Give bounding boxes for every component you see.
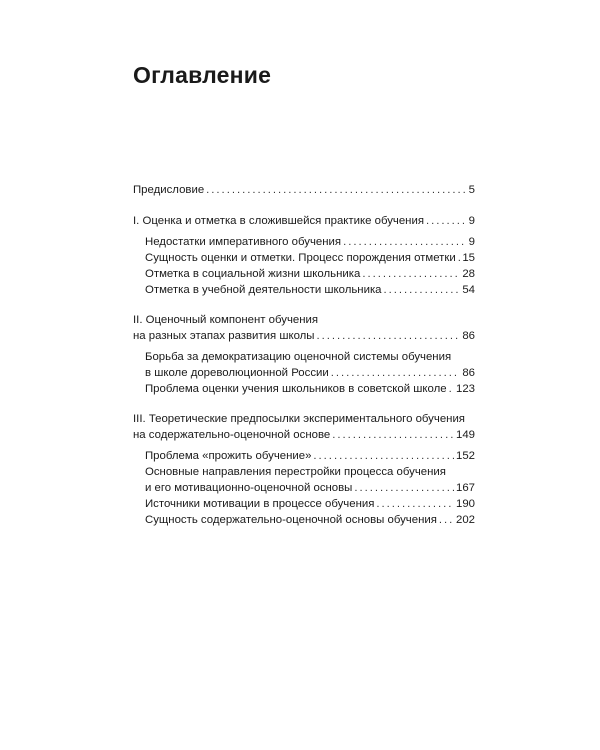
dot-leader [313, 448, 454, 464]
toc-entry[interactable] [133, 213, 475, 229]
dot-leader [317, 328, 461, 344]
dot-leader [449, 381, 454, 397]
toc-entry-title: Предисловие [133, 184, 205, 196]
toc-entry[interactable] [133, 328, 475, 344]
dot-leader [354, 480, 454, 496]
toc-entry-page: 190 [455, 498, 475, 510]
dot-leader [458, 250, 461, 266]
toc-entry[interactable] [133, 182, 475, 198]
toc-chapter-2 [133, 312, 475, 397]
toc-entry-title: на содержательно-оценочной основе [133, 429, 331, 441]
toc-entry-page: 9 [468, 215, 475, 227]
toc-entry-title: и его мотивационно-оценочной основы [145, 482, 353, 494]
toc-chapter-1 [133, 213, 475, 298]
toc-entry-page: 167 [455, 482, 475, 494]
toc-entry-title: I. Оценка и отметка в сложившейся практике обучения [133, 215, 425, 227]
dot-leader [343, 234, 467, 250]
toc-entry-page: 9 [468, 236, 475, 248]
toc-entry-page: 28 [462, 268, 475, 280]
toc-entry-page: 149 [455, 429, 475, 441]
toc-entry[interactable] [133, 381, 475, 397]
dot-leader [439, 512, 454, 528]
toc-entry-page: 202 [455, 514, 475, 526]
table-of-contents [133, 182, 475, 542]
toc-entry[interactable] [133, 234, 475, 250]
dot-leader [332, 427, 454, 443]
toc-entry-title: Проблема «прожить обучение» [145, 450, 312, 462]
toc-entry[interactable] [133, 427, 475, 443]
toc-chapter-3 [133, 411, 475, 528]
toc-entry-title: Отметка в учебной деятельности школьника [145, 284, 382, 296]
toc-entry-page: 86 [462, 367, 475, 379]
toc-entry-page: 86 [462, 330, 475, 342]
toc-entry[interactable] [133, 266, 475, 282]
dot-leader [331, 365, 461, 381]
toc-preface [133, 182, 475, 198]
toc-entry-title: Сущность оценки и отметки. Процесс порождения отметки [145, 252, 456, 264]
dot-leader [376, 496, 454, 512]
toc-entry-page: 15 [462, 252, 475, 264]
toc-entry-page: 152 [455, 450, 475, 462]
page-title: Оглавление [133, 62, 272, 88]
toc-entry-title-line: Борьба за демократизацию оценочной системы обучения [145, 351, 452, 363]
toc-entry-page: 123 [455, 383, 475, 395]
dot-leader [362, 266, 460, 282]
toc-entry[interactable] [133, 496, 475, 512]
toc-entry-page: 5 [468, 184, 475, 196]
dot-leader [206, 182, 466, 198]
toc-entry-page: 54 [462, 284, 475, 296]
toc-entry[interactable] [133, 448, 475, 464]
toc-entry[interactable] [133, 480, 475, 496]
toc-entry-title: Проблема оценки учения школьников в советской школе [145, 383, 447, 395]
toc-entry-title-line: II. Оценочный компонент обучения [133, 314, 319, 326]
dot-leader [426, 213, 467, 229]
toc-entry[interactable] [133, 282, 475, 298]
toc-entry[interactable] [133, 250, 475, 266]
toc-entry-title-line: III. Теоретические предпосылки экспериментального обучения [133, 413, 465, 425]
toc-entry-title: Отметка в социальной жизни школьника [145, 268, 361, 280]
toc-entry-title: Сущность содержательно-оценочной основы обучения [145, 514, 437, 526]
toc-entry-title: Недостатки императивного обучения [145, 236, 342, 248]
toc-entry[interactable] [133, 512, 475, 528]
dot-leader [384, 282, 461, 298]
toc-entry[interactable] [133, 365, 475, 381]
toc-entry-title: Источники мотивации в процессе обучения [145, 498, 375, 510]
toc-entry-title: в школе дореволюционной России [145, 367, 329, 379]
toc-entry-title: на разных этапах развития школы [133, 330, 315, 342]
toc-entry-title-line: Основные направления перестройки процесса обучения [145, 466, 446, 478]
